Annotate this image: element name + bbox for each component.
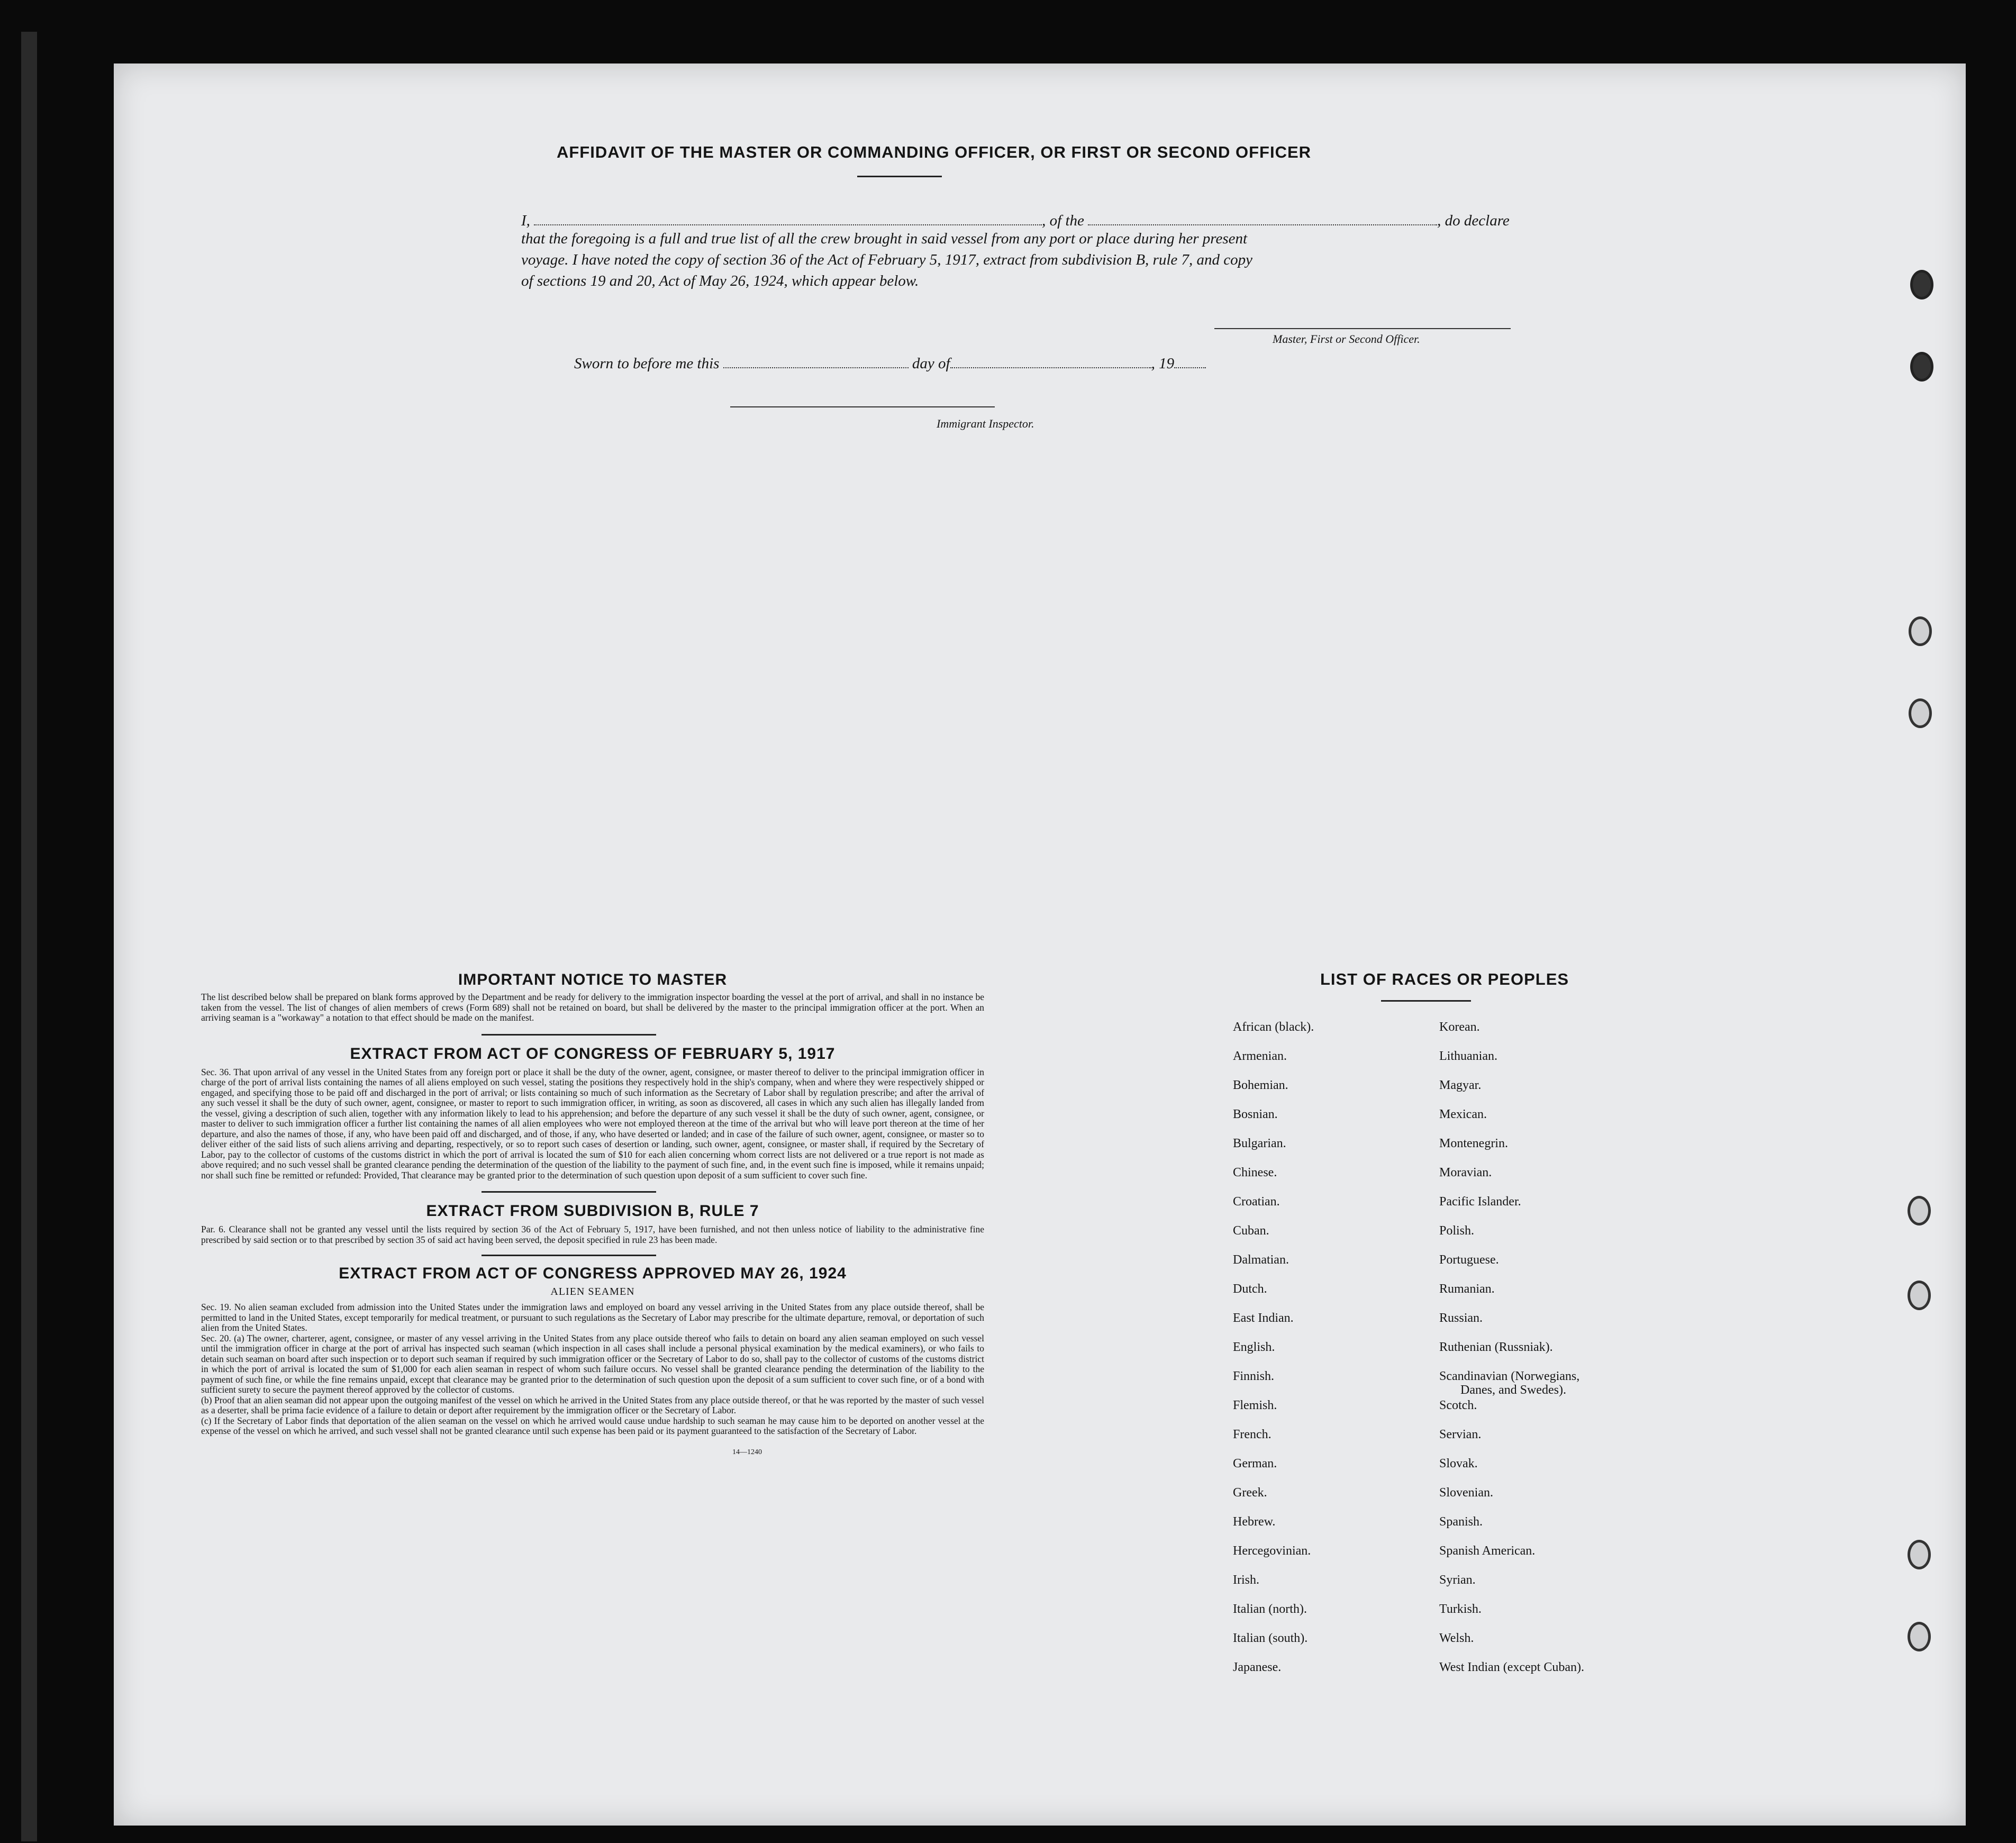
punch-hole-icon — [1910, 270, 1933, 299]
sworn-year-blank[interactable] — [1174, 352, 1206, 368]
divider — [857, 176, 942, 177]
punch-hole-icon — [1908, 1196, 1931, 1225]
race-item: Hercegovinian. — [1233, 1544, 1311, 1558]
affidavit-line-2: that the foregoing is a full and true list of all the crew brought in said vessel from any port or place during her present — [521, 230, 1248, 247]
race-item: Slovenian. — [1439, 1486, 1493, 1500]
affidavit-title: AFFIDAVIT OF THE MASTER OR COMMANDING OFFICER, OR FIRST OR SECOND OFFICER — [556, 143, 1312, 161]
race-item: Servian. — [1439, 1428, 1482, 1441]
race-item: Bulgarian. — [1233, 1137, 1286, 1150]
master-signature-label: Master, First or Second Officer. — [1273, 332, 1420, 346]
race-item: Finnish. — [1233, 1369, 1275, 1383]
extract-1924-sec20a: Sec. 20. (a) The owner, charterer, agent, consignee, or master of any vessel arriving in the United States from any place outside thereof who fails to detain on board any alien seaman employed on such vessel until the immigration officer in charge at the port of arrival has inspected such seaman (which inspection in all cases shall include a personal physical examination by the medical examiners), or who fails to detain such seaman on board after such inspection or to deport such seaman if required by such immigration officer or the Secretary of Labor to do so, shall pay to the collector of customs of the customs district in which the port of arrival is located the sum of $1,000 for each alien seaman in respect of whom such failure occurs. No vessel shall be granted clearance pending the determination of the liability to the payment of such fine, or while the fine remains unpaid, except that clearance may be granted prior to the determination of such question upon the deposit of a sum sufficient to cover such fine, or of a bond with sufficient surety to secure the payment thereof approved by the collector of customs. — [201, 1332, 984, 1395]
sworn-day-blank[interactable] — [723, 352, 909, 368]
vessel-blank[interactable] — [1088, 209, 1437, 225]
race-item: Scandinavian (Norwegians, — [1439, 1369, 1580, 1383]
document-page — [114, 63, 1966, 1826]
inspector-signature-line[interactable] — [730, 406, 995, 407]
race-item: French. — [1233, 1428, 1272, 1441]
race-item: Lithuanian. — [1439, 1049, 1497, 1063]
extract-rule7-title: EXTRACT FROM SUBDIVISION B, RULE 7 — [426, 1202, 759, 1220]
extract-1924-sec20b: (b) Proof that an alien seaman did not appear upon the outgoing manifest of the vessel on which he arrived in the United States from any place outside thereof, or that he was reported by the master of such vessel as a deserter, shall be prima facie evidence of a failure to detain or deport after requirement by the immigration officer or the Secretary of Labor. — [201, 1394, 984, 1415]
master-signature-line[interactable] — [1214, 328, 1511, 329]
extract-1924-sec19: Sec. 19. No alien seaman excluded from admission into the United States under the immigration laws and employed on board any vessel arriving in the United States from any place outside thereof, shall be permitted to land in the United States, except temporarily for medical treatment, or pursuant to such regulations as the Secretary of Labor may prescribe for the ultimate departure, removal, or deportation of such alien from the United States. — [201, 1302, 984, 1333]
race-item: Korean. — [1439, 1020, 1480, 1034]
extract-1917-text: Sec. 36. That upon arrival of any vessel in the United States from any foreign port or place it shall be the duty of the owner, agent, consignee, or master thereof to deliver to the principal immigration officer in charge of the port of arrival lists containing the names of all aliens employed on such vessel, stating the positions they respectively hold in the ship's company, when and where they were respectively shipped or engaged, and specifying those to be paid off and discharged in the port of arrival; or lists containing so much of such information as the Secretary of Labor shall by regulation prescribe; and after the arrival of any such vessel it shall be the duty of such owner, agent, consignee, or master to report to such immigration officer, in writing, as soon as discovered, all cases in which any such alien has illegally landed from the vessel, giving a description of such alien, together with any information likely to lead to his apprehension; and before the departure of any such vessel it shall be the duty of such owner, agent, consignee, or master to deliver to such immigration officer a further list containing the names of all alien employees who were not employed thereon at the time of the arrival but who will leave port thereon at the time of her departure, and also the names of those, if any, who have been paid off and discharged, and of those, if any, who have deserted or landed; and in case of the failure of such owner, agent, consignee, or master so to deliver either of the said lists of such aliens arriving and departing, respectively, or so to report such cases of desertion or landing, such owner, agent, consignee, or master shall, if required by the Secretary of Labor, pay to the collector of customs of the customs district in which the port of arrival is located the sum of $10 for each alien concerning whom correct lists are not delivered or a true report is not made as above required; and no such vessel shall be granted clearance pending the determination of the question of the liability to the payment of such fine, and, in the event such fine is imposed, while it remains unpaid; nor shall such fine be remitted or refunded: Provided, That clearance may be granted prior to the determination of such question upon deposit of a sum sufficient to cover such fine. — [201, 1066, 984, 1181]
punch-hole-icon — [1909, 698, 1932, 728]
affidavit-line-4: of sections 19 and 20, Act of May 26, 1924, which appear below. — [521, 273, 919, 289]
race-item: Flemish. — [1233, 1399, 1277, 1412]
race-item: Armenian. — [1233, 1049, 1287, 1063]
notice-text: The list described below shall be prepared on blank forms approved by the Department and be ready for delivery to the immigration inspector boarding the vessel at the port of arrival, and shall in no instance be taken from the vessel. The list of changes of alien members of crews (Form 689) shall not be retained on board, but shall be delivered by the master to the principal immigration officer at the port. When an arriving seaman is a "workaway" a notation to that effect should be made on the manifest. — [201, 992, 984, 1023]
race-item: Slovak. — [1439, 1457, 1478, 1470]
race-item: Bohemian. — [1233, 1078, 1288, 1092]
punch-hole-icon — [1908, 1622, 1931, 1651]
sworn-month-blank[interactable] — [950, 352, 1151, 368]
extract-1917-title: EXTRACT FROM ACT OF CONGRESS OF FEBRUARY 5, 1917 — [350, 1045, 836, 1063]
race-item: German. — [1233, 1457, 1277, 1470]
race-item: Croatian. — [1233, 1195, 1280, 1209]
punch-hole-icon — [1908, 1540, 1931, 1569]
race-item: Portuguese. — [1439, 1253, 1499, 1267]
notice-title: IMPORTANT NOTICE TO MASTER — [458, 971, 728, 988]
race-item: Spanish American. — [1439, 1544, 1536, 1558]
race-item: Pacific Islander. — [1439, 1195, 1521, 1209]
race-item: Bosnian. — [1233, 1107, 1278, 1121]
extract-rule7-text: Par. 6. Clearance shall not be granted any vessel until the lists required by section 36 of the Act of February 5, 1917, have been furnished, and not then unless notice of liability to the administrative fine prescribed by said section or to that prescribed by section 35 of said act having been served, the deposit specified in rule 23 has been made. — [201, 1224, 984, 1245]
race-item: Syrian. — [1439, 1573, 1476, 1587]
race-item: Danes, and Swedes). — [1460, 1383, 1566, 1397]
left-column — [201, 971, 984, 1457]
divider — [482, 1191, 656, 1193]
race-item: West Indian (except Cuban). — [1439, 1660, 1584, 1674]
extract-1924-subtitle: ALIEN SEAMEN — [550, 1286, 635, 1297]
punch-hole-icon — [1909, 616, 1932, 646]
race-item: Ruthenian (Russniak). — [1439, 1340, 1553, 1354]
race-item: Dalmatian. — [1233, 1253, 1289, 1267]
scan-border — [21, 32, 37, 1841]
race-item: Magyar. — [1439, 1078, 1482, 1092]
race-item: Italian (south). — [1233, 1631, 1308, 1645]
race-item: Greek. — [1233, 1486, 1267, 1500]
race-item: Dutch. — [1233, 1282, 1267, 1296]
race-item: Cuban. — [1233, 1224, 1269, 1238]
form-number: 14—1240 — [732, 1448, 762, 1456]
name-blank[interactable] — [534, 209, 1042, 225]
punch-hole-icon — [1910, 352, 1933, 382]
race-item: Italian (north). — [1233, 1602, 1307, 1616]
race-item: African (black). — [1233, 1020, 1314, 1034]
sworn-line: Sworn to before me this day of , 19 — [574, 352, 1206, 373]
divider — [1381, 1000, 1471, 1002]
extract-1924-sec20c: (c) If the Secretary of Labor finds that deportation of the alien seaman on the vessel on which he arrived would cause undue hardship to such seaman he may cause him to be deported on another vessel at the expense of the vessel on which he arrived, and such vessel shall not be granted clearance until such expense has been paid or its payment guaranteed to the satisfaction of the Secretary of Labor. — [201, 1415, 984, 1436]
race-item: Polish. — [1439, 1224, 1475, 1238]
race-item: Mexican. — [1439, 1107, 1487, 1121]
race-item: Russian. — [1439, 1311, 1483, 1325]
inspector-label: Immigrant Inspector. — [937, 417, 1034, 430]
race-item: English. — [1233, 1340, 1275, 1354]
extract-1924-title: EXTRACT FROM ACT OF CONGRESS APPROVED MAY 26, 1924 — [339, 1265, 847, 1282]
race-item: Rumanian. — [1439, 1282, 1495, 1296]
race-item: Japanese. — [1233, 1660, 1282, 1674]
race-item: Hebrew. — [1233, 1515, 1276, 1529]
race-item: Montenegrin. — [1439, 1137, 1508, 1150]
race-item: Scotch. — [1439, 1399, 1477, 1412]
race-item: Turkish. — [1439, 1602, 1482, 1616]
race-item: Welsh. — [1439, 1631, 1474, 1645]
races-title: LIST OF RACES OR PEOPLES — [1320, 970, 1569, 988]
affidavit-line-3: voyage. I have noted the copy of section 36 of the Act of February 5, 1917, extract from subdivision B, rule 7, and copy — [521, 251, 1253, 268]
punch-hole-icon — [1908, 1281, 1931, 1310]
affidavit-line-1: I, , of the , do declare — [521, 209, 1664, 230]
divider — [482, 1034, 656, 1036]
race-item: East Indian. — [1233, 1311, 1294, 1325]
race-item: Irish. — [1233, 1573, 1259, 1587]
race-item: Spanish. — [1439, 1515, 1483, 1529]
divider — [482, 1255, 656, 1256]
race-item: Chinese. — [1233, 1166, 1277, 1179]
race-item: Moravian. — [1439, 1166, 1492, 1179]
